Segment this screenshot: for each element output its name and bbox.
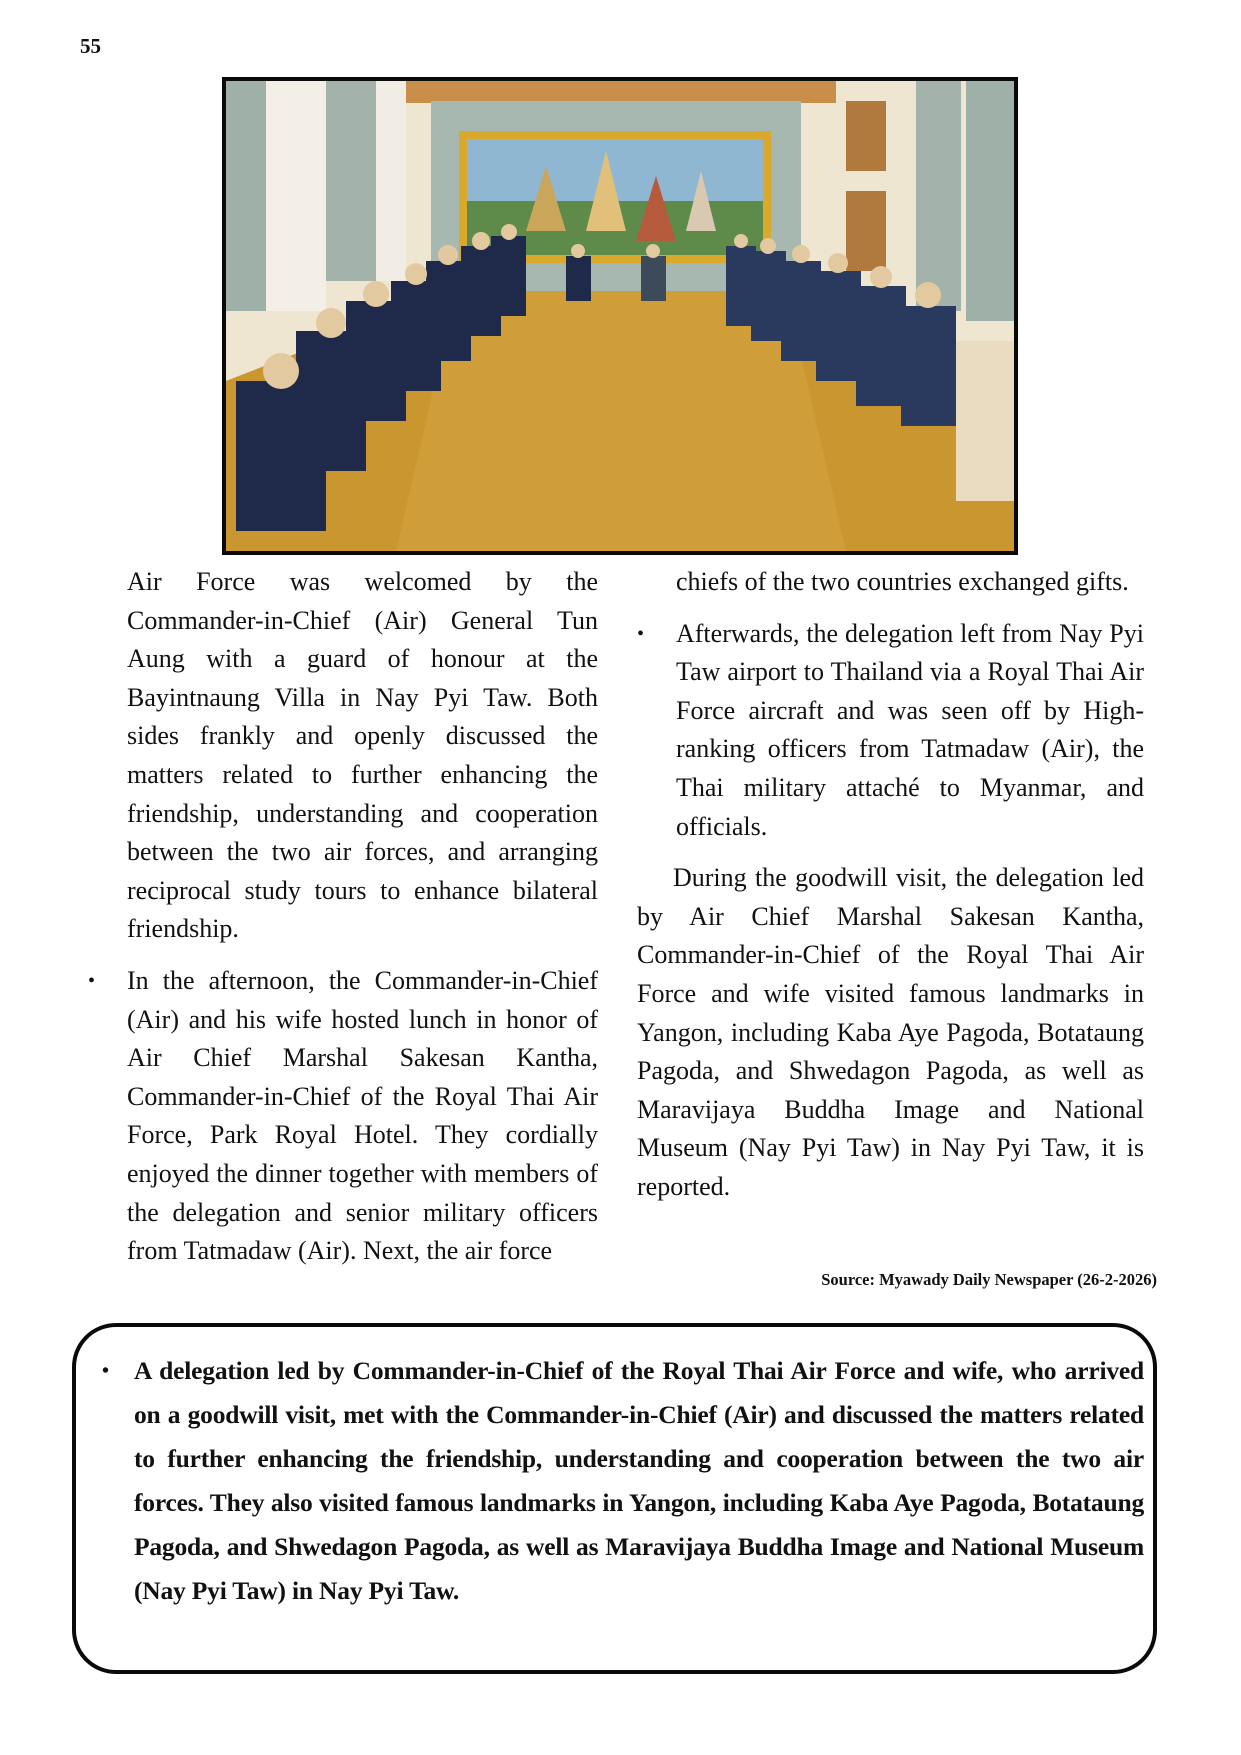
bullet-text: Afterwards, the delegation left from Nay Pyi Taw airport to Thailand via a Royal Thai Air Force aircraft and was seen off by High-ranking officers from Tatmadaw (Air), the Thai military attaché to Myanmar, and officials. xyxy=(676,618,1144,841)
summary-box xyxy=(72,1323,1157,1674)
meeting-hall-image xyxy=(226,81,1014,551)
bullet-icon: • xyxy=(88,969,96,992)
summary-bullet-item xyxy=(102,1349,1144,1613)
meeting-photo xyxy=(222,77,1018,555)
gift-exchange-continuation: chiefs of the two countries exchanged gifts. xyxy=(676,567,1129,596)
right-column xyxy=(637,563,1144,1207)
article-continuation-paragraph: Air Force was welcomed by the Commander-in-Chief (Air) General Tun Aung with a guard of honour at the Bayintnaung Villa in Nay Pyi Taw. Both sides frankly and openly discussed the matters related to further enhancing the friendship, understanding and cooperation between the two air forces, and arranging reciprocal study tours to enhance bilateral friendship. xyxy=(127,567,598,944)
bullet-item-departure xyxy=(637,615,1144,847)
bullet-text: In the afternoon, the Commander-in-Chief (Air) and his wife hosted lunch in honor of Air Chief Marshal Sakesan Kantha, Commander-in-Chief of the Royal Thai Air Force, Park Royal Hotel. They cordially enjoyed the dinner together with members of the delegation and senior military officers from Tatmadaw (Air). Next, the air force xyxy=(127,965,598,1266)
bullet-item-lunch xyxy=(88,962,598,1271)
bullet-icon: • xyxy=(102,1360,109,1382)
summary-text: A delegation led by Commander-in-Chief of the Royal Thai Air Force and wife, who arrived on a goodwill visit, met with the Commander-in-Chief (Air) and discussed the matters related to further enhancing the friendship, understanding and cooperation between the two air forces. They also visited famous landmarks in Yangon, including Kaba Aye Pagoda, Botataung Pagoda, and Shwedagon Pagoda, as well as Maravijaya Buddha Image and National Museum (Nay Pyi Taw) in Nay Pyi Taw. xyxy=(134,1356,1144,1605)
source-citation: Source: Myawady Daily Newspaper (26-2-2026) xyxy=(821,1270,1157,1289)
page-number: 55 xyxy=(80,34,101,58)
left-column xyxy=(88,563,598,1271)
bullet-icon: • xyxy=(637,622,645,645)
goodwill-visit-paragraph: During the goodwill visit, the delegation led by Air Chief Marshal Sakesan Kantha, Commander-in-Chief of the Royal Thai Air Force and wife visited famous landmarks in Yangon, including Kaba Aye Pagoda, Botataung Pagoda, and Shwedagon Pagoda, as well as Maravijaya Buddha Image and National Museum (Nay Pyi Taw) in Nay Pyi Taw, it is reported. xyxy=(637,863,1144,1201)
